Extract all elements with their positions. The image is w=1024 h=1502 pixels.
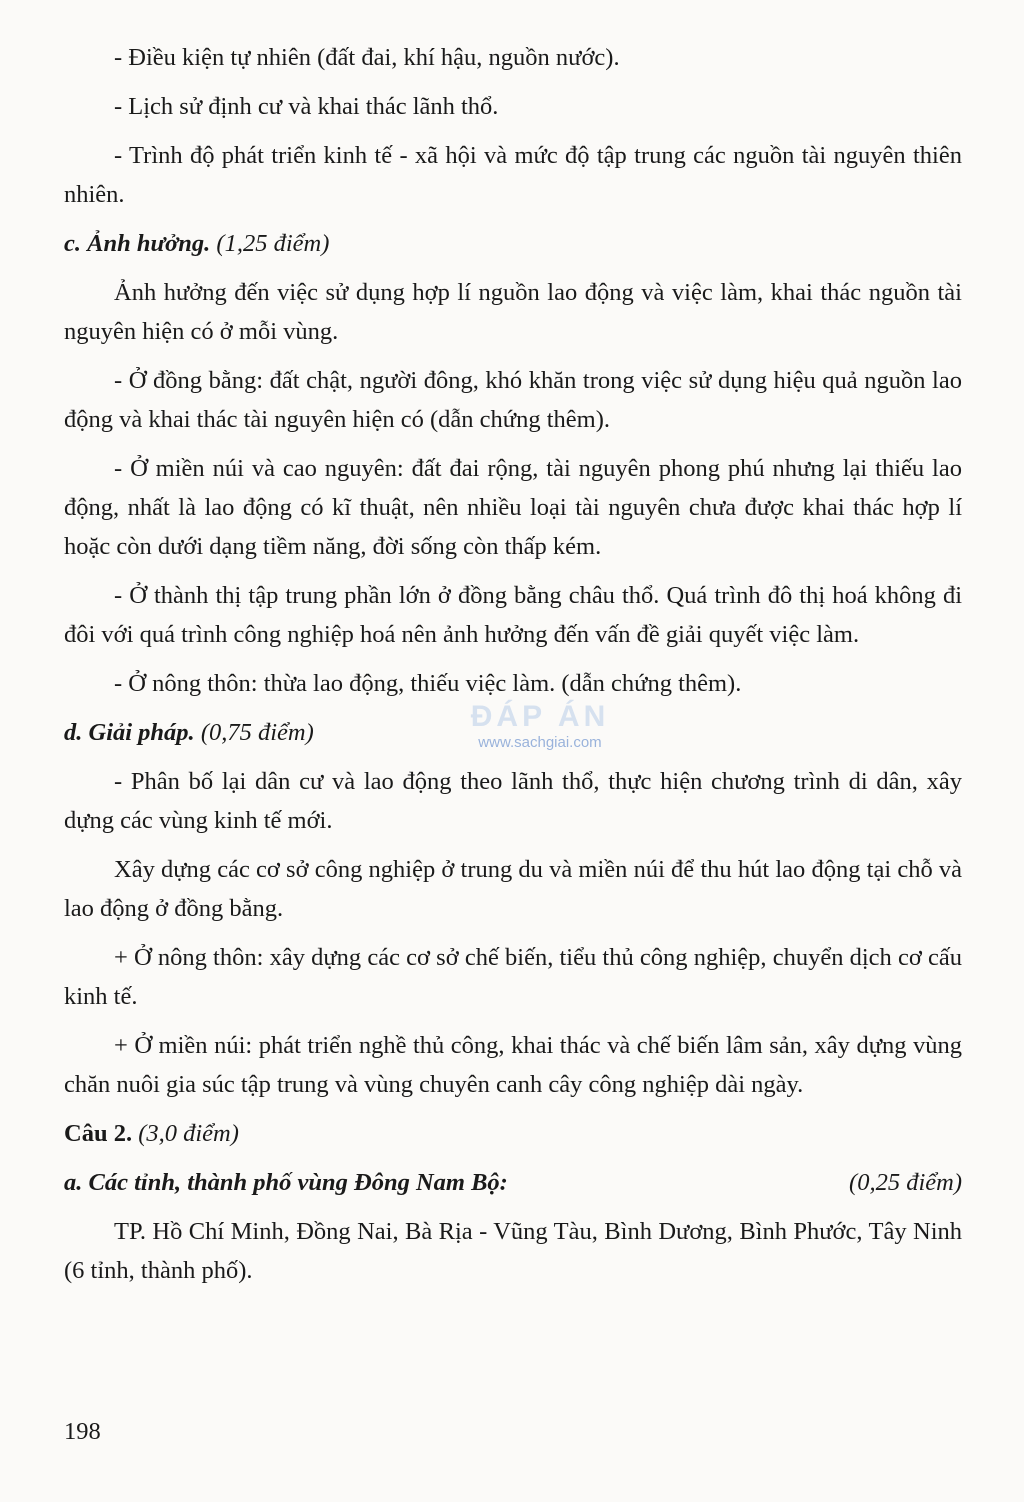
page-body bbox=[64, 38, 962, 1300]
watermark-url: www.sachgiai.com bbox=[478, 734, 602, 751]
watermark bbox=[440, 700, 640, 751]
watermark-logo: ĐÁP ÁN bbox=[470, 700, 610, 733]
factor-development: - Trình độ phát triển kinh tế - xã hội và mức độ tập trung các nguồn tài nguyên thiên nhiên. bbox=[64, 142, 962, 208]
section-c-item-mountain: - Ở miền núi và cao nguyên: đất đai rộng, tài nguyên phong phú nhưng lại thiếu lao động, nhất là lao động có kĩ thuật, nên nhiều loại tài nguyên chưa được khai thác hợp lí hoặc còn dưới dạng tiềm năng, đời sống còn thấp kém. bbox=[64, 455, 962, 560]
factor-natural: - Điều kiện tự nhiên (đất đai, khí hậu, nguồn nước). bbox=[114, 44, 620, 71]
question-2-heading bbox=[64, 1114, 962, 1153]
question-2a-answer: TP. Hồ Chí Minh, Đồng Nai, Bà Rịa - Vũng Tàu, Bình Dương, Bình Phước, Tây Ninh (6 tỉnh, thành phố). bbox=[64, 1218, 962, 1284]
question-2a-title: a. Các tỉnh, thành phố vùng Đông Nam Bộ: bbox=[64, 1169, 508, 1196]
section-d-item-rural: + Ở nông thôn: xây dựng các cơ sở chế biến, tiểu thủ công nghiệp, chuyển dịch cơ cấu kinh tế. bbox=[64, 944, 962, 1010]
section-d-item-redistribute: - Phân bố lại dân cư và lao động theo lãnh thổ, thực hiện chương trình di dân, xây dựng các vùng kinh tế mới. bbox=[64, 768, 962, 834]
section-c-item-rural: - Ở nông thôn: thừa lao động, thiếu việc làm. (dẫn chứng thêm). bbox=[114, 670, 742, 697]
section-d-item-mountain: + Ở miền núi: phát triển nghề thủ công, khai thác và chế biến lâm sản, xây dựng vùng chăn nuôi gia súc tập trung và vùng chuyên canh cây công nghiệp dài ngày. bbox=[64, 1032, 962, 1098]
section-c-points: (1,25 điểm) bbox=[216, 230, 330, 257]
question-2-title: Câu 2. bbox=[64, 1120, 133, 1147]
section-c-heading bbox=[64, 224, 962, 263]
section-c-title: c. Ảnh hưởng. bbox=[64, 230, 211, 257]
factor-history: - Lịch sử định cư và khai thác lãnh thổ. bbox=[114, 93, 499, 120]
section-c-intro: Ảnh hưởng đến việc sử dụng hợp lí nguồn lao động và việc làm, khai thác nguồn tài nguyên hiện có ở mỗi vùng. bbox=[64, 279, 962, 345]
section-c-item-urban: - Ở thành thị tập trung phần lớn ở đồng bằng châu thổ. Quá trình đô thị hoá không đi đôi với quá trình công nghiệp hoá nên ảnh hưởng đến vấn đề giải quyết việc làm. bbox=[64, 582, 962, 648]
section-c-item-delta: - Ở đồng bằng: đất chật, người đông, khó khăn trong việc sử dụng hiệu quả nguồn lao động và khai thác tài nguyên hiện có (dẫn chứng thêm). bbox=[64, 367, 962, 433]
question-2a-points: (0,25 điểm) bbox=[849, 1169, 962, 1196]
section-d-item-industry: Xây dựng các cơ sở công nghiệp ở trung du và miền núi để thu hút lao động tại chỗ và lao động ở đồng bằng. bbox=[64, 856, 962, 922]
section-d-title: d. Giải pháp. bbox=[64, 719, 195, 746]
page-number: 198 bbox=[64, 1418, 101, 1445]
section-d-points: (0,75 điểm) bbox=[200, 719, 314, 746]
question-2a-heading bbox=[64, 1163, 962, 1202]
question-2-points: (3,0 điểm) bbox=[138, 1120, 239, 1147]
